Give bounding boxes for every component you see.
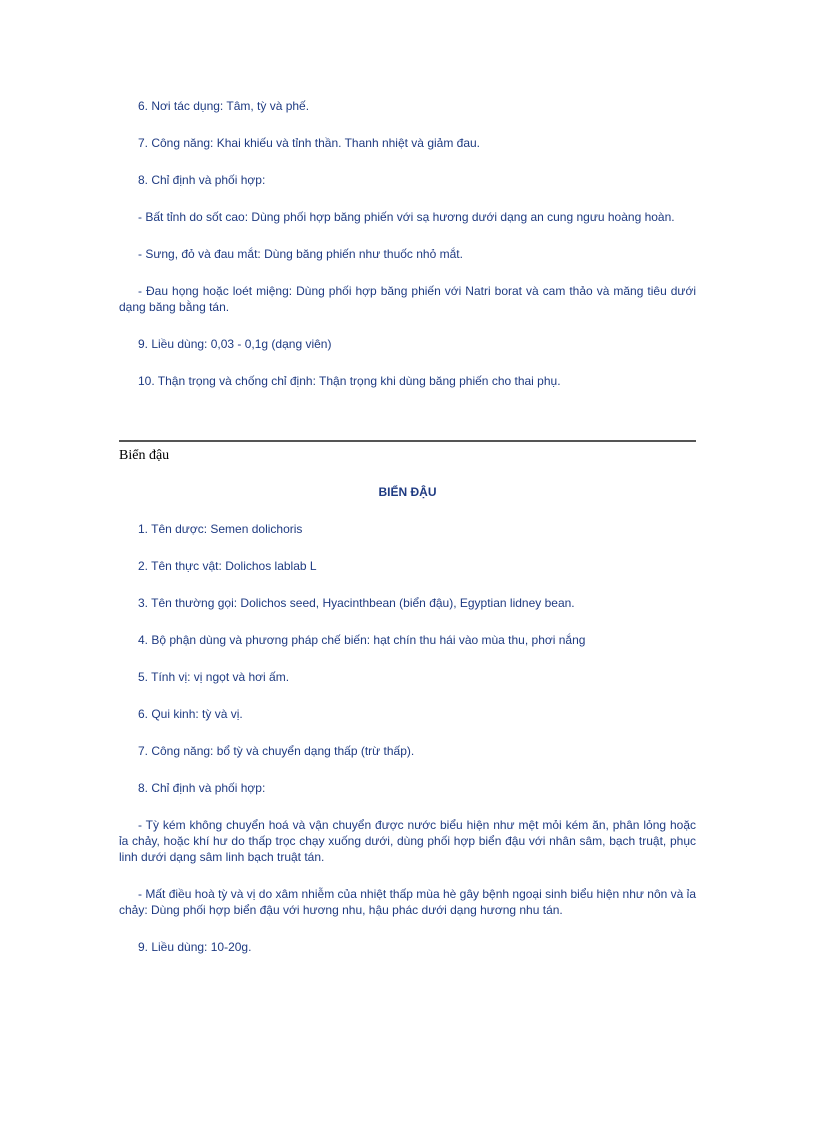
- paragraph: 6. Qui kinh: tỳ và vị.: [138, 707, 243, 721]
- paragraph: - Tỳ kém không chuyển hoá và vận chuyển được nước biểu hiện như mệt mỏi kém ăn, phân lỏng hoặc ỉa chảy, hoặc khí hư do thấp trọc chạy xuống dưới, dùng phối hợp biển đậu với nhân sâm, bạch truật, phục linh dưới dạng sâm linh bạch truật tán.: [119, 818, 696, 864]
- section-divider: [119, 440, 696, 442]
- paragraph: 4. Bộ phận dùng và phương pháp chế biến: hạt chín thu hái vào mùa thu, phơi nắng: [138, 633, 586, 647]
- paragraph: 3. Tên thường gọi: Dolichos seed, Hyacinthbean (biển đậu), Egyptian lidney bean.: [138, 596, 575, 610]
- section-bien-dau: [119, 521, 696, 976]
- paragraph: 9. Liều dùng: 10-20g.: [138, 940, 252, 954]
- paragraph: 10. Thận trọng và chống chỉ định: Thận trọng khi dùng băng phiến cho thai phụ.: [138, 374, 561, 388]
- section-bang-phien-continued: [119, 98, 696, 410]
- paragraph: 8. Chỉ định và phối hợp:: [138, 173, 266, 187]
- paragraph: 2. Tên thực vật: Dolichos lablab L: [138, 559, 317, 573]
- section-label: Biển đậu: [119, 448, 170, 463]
- paragraph: 7. Công năng: Khai khiếu và tỉnh thần. Thanh nhiệt và giảm đau.: [138, 136, 481, 150]
- paragraph: - Sưng, đỏ và đau mắt: Dùng băng phiến như thuốc nhỏ mắt.: [138, 247, 463, 261]
- paragraph: 7. Công năng: bổ tỳ và chuyển dạng thấp (trừ thấp).: [138, 744, 415, 758]
- paragraph: 5. Tính vị: vị ngọt và hơi ấm.: [138, 670, 290, 684]
- paragraph: 9. Liều dùng: 0,03 - 0,1g (dạng viên): [138, 337, 332, 351]
- paragraph: - Bất tỉnh do sốt cao: Dùng phối hợp băng phiến với sạ hương dưới dạng an cung ngưu hoàng hoàn.: [138, 210, 675, 224]
- paragraph: - Đau họng hoặc loét miệng: Dùng phối hợp băng phiến với Natri borat và cam thảo và măng tiêu dưới dạng băng bằng tán.: [119, 284, 696, 314]
- paragraph: 1. Tên dược: Semen dolichoris: [138, 522, 303, 536]
- paragraph: 6. Nơi tác dụng: Tâm, tỳ và phế.: [138, 99, 310, 113]
- section-title: BIỂN ĐẬU: [378, 485, 437, 499]
- paragraph: 8. Chỉ định và phối hợp:: [138, 781, 266, 795]
- paragraph: - Mất điều hoà tỳ và vị do xâm nhiễm của nhiệt thấp mùa hè gây bệnh ngoại sinh biểu hiện như nôn và ỉa chảy: Dùng phối hợp biển đậu với hương nhu, hậu phác dưới dạng hương nhu tán.: [119, 887, 696, 917]
